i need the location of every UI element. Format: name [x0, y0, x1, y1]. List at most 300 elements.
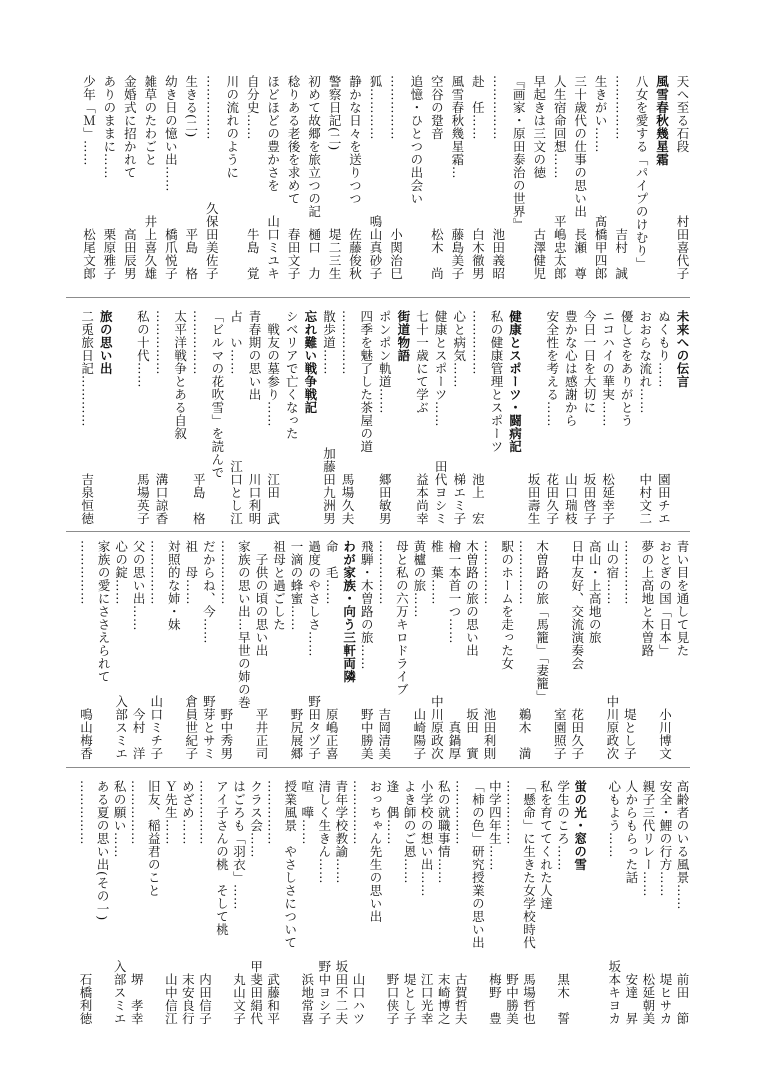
toc-entry [119, 75, 139, 280]
entry-author: 久保田美佐子 [204, 202, 220, 280]
entry-author: 坂本キヨカ [606, 960, 622, 1025]
entry-author: 山口ミユキ [265, 215, 281, 280]
toc-entry [590, 75, 610, 280]
toc-entry [160, 75, 180, 280]
toc-entry [99, 75, 119, 280]
entry-author: 野中勝美 [359, 708, 375, 760]
entry-title: 青い目を通して見た [675, 540, 690, 657]
entry-title: 占 い…… [228, 310, 244, 375]
entry-title: 赴 任…… [470, 75, 486, 140]
entry-author: 平嶋忠太郎 [552, 215, 568, 280]
toc-entry [433, 780, 453, 1025]
toc-entry [251, 540, 271, 760]
entry-title: 日中友好、交流演奏会 [569, 540, 585, 670]
entry-author: 中村文二 [637, 473, 653, 525]
entry-title: 命 毛…… [324, 540, 340, 605]
toc-entry [532, 540, 552, 760]
entry-author: 村田喜代子 [675, 215, 690, 280]
entry-author: 山口瑞枝 [563, 473, 579, 525]
entry-author: 山口ハツ [350, 973, 366, 1025]
entry-title: 祖 母…… [183, 540, 199, 605]
toc-entry [286, 540, 306, 760]
entry-title: 家族の愛にささえられて [96, 540, 112, 683]
entry-author: 山崎陽子 [411, 708, 427, 760]
entry-author: 鵜木 満 [517, 708, 533, 760]
entry-title: 散歩道…… [321, 310, 337, 375]
toc-entry [467, 780, 487, 1025]
toc-entry [519, 780, 539, 1025]
toc-entry [447, 75, 467, 280]
entry-title: 対照的な姉・妹 [166, 540, 182, 631]
entry-title: 安全・鯉の行方…… [657, 780, 673, 897]
entry-title: 祖母と過ごした [271, 540, 287, 631]
entry-author: 馬場英子 [135, 473, 151, 525]
section-heading [393, 310, 413, 525]
toc-entry [567, 540, 587, 760]
entry-author: 佐藤俊秋 [347, 228, 363, 280]
toc-entry [391, 540, 411, 760]
entry-title: 風雪春秋幾星霜… [449, 75, 465, 179]
toc-entry [655, 780, 675, 1025]
entry-title: 太平洋戦争とある自叙 [172, 310, 188, 440]
entry-author: 野芽とサミ [201, 695, 217, 760]
toc-entry [542, 310, 562, 525]
entry-author: 松木 尚 [429, 228, 445, 280]
toc-entry [553, 780, 573, 1025]
toc-entry [365, 780, 385, 1025]
toc-entry [109, 780, 129, 1025]
toc-entry [488, 75, 508, 280]
entry-title: 雑草のたわごと [142, 75, 158, 166]
entry-title: ほどほどの豊かさを [265, 75, 281, 192]
entry-title: 「懸命」に生きた女学校時代 [521, 780, 537, 949]
toc-entry [216, 540, 236, 760]
toc-entry [430, 310, 450, 525]
entry-author: 鳴山真砂子 [368, 215, 383, 280]
entry-author: 吉泉恒徳 [79, 473, 95, 525]
entry-author: 吉村 誠 [613, 228, 629, 280]
entry-title: 今日一日を大切に [581, 310, 597, 414]
entry-author: 松延幸子 [600, 473, 616, 525]
entry-author: 山口ミチ子 [148, 695, 164, 760]
entry-author: 白木徹男 [470, 228, 486, 280]
toc-section [66, 780, 690, 1025]
entry-title: 私の願い…… [112, 780, 128, 858]
section-heading [652, 75, 672, 280]
entry-author: 入部スミエ [112, 960, 128, 1025]
entry-author: 吉岡清美 [376, 708, 392, 760]
entry-title: 父の思い出…… [131, 540, 147, 631]
entry-title: …………… [388, 75, 404, 140]
entry-title: …………… [517, 540, 533, 605]
toc-entry [244, 310, 264, 525]
entry-title: 川の流れのように [224, 75, 240, 179]
entry-author: 江口光幸 [419, 973, 435, 1025]
toc-entry [374, 540, 394, 760]
toc-entry [514, 540, 534, 760]
entry-author: 中川原政次 [604, 695, 620, 760]
toc-entry [163, 540, 183, 760]
entry-author: 川口利明 [247, 473, 263, 525]
entry-title: 私の健康管理とスポーツ [488, 310, 504, 453]
entry-title: …………… [340, 310, 356, 375]
entry-title: 檜一本首一つ…… [446, 540, 462, 644]
entry-title: 早起きは三文の徳 [531, 75, 547, 179]
entry-title: 「ビルマの花吹雪」を読んで [209, 310, 225, 479]
entry-title: …………… [204, 75, 220, 140]
toc-entry [409, 540, 429, 760]
section-heading [570, 780, 590, 1025]
entry-author: 坂田壽生 [526, 473, 542, 525]
entry-title: …………… [453, 780, 469, 845]
entry-author: 石橋利徳 [78, 973, 94, 1025]
heading-text: 健康とスポーツ・闘病記 [507, 310, 523, 453]
entry-author: 入部スミエ [113, 695, 129, 760]
entry-title: 優しさをありがとう [619, 310, 635, 427]
toc-entry [672, 75, 692, 280]
entry-author: 加藤田九洲男 [321, 447, 337, 525]
toc-entry [188, 310, 208, 525]
heading-text: 忘れ難い戦争戦記 [302, 310, 318, 414]
toc-entry [77, 310, 97, 525]
entry-title: 稔りある老後を求めて [286, 75, 302, 205]
entry-author: 浜地常喜 [299, 973, 315, 1025]
toc-entry [356, 310, 376, 525]
entry-title: …………… [613, 75, 629, 140]
entry-title: 四季を魅了した茶屋の道 [358, 310, 374, 453]
toc-entry [426, 540, 446, 760]
entry-author: 野中ヨシ子 [316, 960, 332, 1025]
toc-entry [170, 310, 190, 525]
toc-entry [140, 75, 160, 280]
entry-author: 栗原雅子 [101, 228, 117, 280]
toc-entry [76, 540, 96, 760]
toc-entry [560, 310, 580, 525]
toc-entry [207, 310, 227, 525]
toc-entry [598, 310, 618, 525]
toc-entry [501, 780, 521, 1025]
entry-title: 静かな日々を送りつつ [347, 75, 363, 205]
toc-entry [637, 540, 657, 760]
entry-title: 金婚式に招かれて [122, 75, 138, 179]
entry-author: 倉員世紀子 [183, 695, 199, 760]
entry-title: 心と病気…… [451, 310, 467, 388]
toc-entry [181, 540, 201, 760]
toc-entry [484, 780, 504, 1025]
entry-author: 野中勝美 [504, 973, 520, 1025]
toc-entry [201, 75, 221, 280]
entry-author: 馬場久夫 [340, 473, 356, 525]
entry-author: 牛島 覚 [245, 228, 261, 280]
entry-author: 甲斐田絹代 [248, 960, 264, 1025]
toc-entry [579, 310, 599, 525]
toc-entry [314, 780, 334, 1025]
entry-author: 田代ヨシミ [433, 460, 449, 525]
entry-title: 清しく生きん…… [316, 780, 332, 884]
toc-entry [616, 310, 636, 525]
entry-author: 橋爪悦子 [163, 228, 179, 280]
toc-entry [638, 780, 658, 1025]
heading-text: 風雪春秋幾星霜 [654, 75, 670, 166]
entry-title: めざめ…… [180, 780, 196, 845]
entry-title: 狐………… [368, 75, 383, 140]
entry-title: はごろも「羽衣」…… [231, 780, 247, 910]
toc-entry [177, 780, 197, 1025]
entry-title: 一滴の蜂蜜…… [289, 540, 305, 631]
entry-author: 平島 格 [191, 473, 207, 525]
toc-entry [318, 310, 338, 525]
section-divider [66, 297, 690, 298]
entry-title: …………… [129, 780, 145, 845]
entry-title: …………… [191, 310, 207, 375]
entry-title: 子供の頃の思い出 [253, 540, 269, 657]
entry-author: 髙橋甲四郎 [593, 215, 609, 280]
entry-author: 郷田敏男 [377, 473, 393, 525]
entry-title: 天へ至る石段 [675, 75, 690, 153]
entry-title: 人生宿命回想…… [552, 75, 568, 179]
entry-title: …………… [197, 780, 213, 845]
entry-title: シベリアで亡くなった [284, 310, 300, 440]
entry-title: 親子三代リレー…… [640, 780, 656, 897]
toc-entry [653, 310, 673, 525]
entry-title: ぬくもり…… [656, 310, 672, 388]
entry-author: 黒木 誓 [555, 973, 571, 1025]
entry-title: 椎 葉…… [429, 540, 445, 605]
entry-author: 安達 昇 [623, 973, 639, 1025]
toc-entry [146, 540, 166, 760]
entry-title: よき師のご恩…… [402, 780, 418, 884]
toc-entry [297, 780, 317, 1025]
entry-title: 学生のころ…… [555, 780, 571, 871]
entry-title: …………… [490, 75, 506, 140]
entry-author: 井上喜久雄 [142, 215, 158, 280]
toc-entry [263, 780, 283, 1025]
entry-author: 野口侠子 [385, 973, 401, 1025]
toc-entry [374, 310, 394, 525]
entry-author: 溝口諒香 [154, 473, 170, 525]
toc-entry [233, 540, 253, 760]
toc-entry [212, 780, 232, 1025]
entry-title: …………… [265, 780, 281, 845]
entry-author: 小関治巳 [388, 228, 404, 280]
toc-entry [331, 780, 351, 1025]
toc-entry [426, 75, 446, 280]
toc-entry [337, 310, 357, 525]
entry-title: おっちゃん先生の思い出 [368, 780, 383, 923]
toc-entry [246, 780, 266, 1025]
entry-author: 藤島美子 [449, 228, 465, 280]
entry-title: ニコハイの華実…… [600, 310, 616, 427]
entry-title: 人からもらった話 [623, 780, 639, 884]
toc-entry [619, 540, 639, 760]
heading-text: 街道物語 [395, 310, 411, 362]
toc-entry [549, 75, 569, 280]
toc-entry [382, 780, 402, 1025]
entry-title: 生きる(二) [183, 75, 199, 138]
toc-entry [508, 75, 528, 280]
entry-title: クラス会…… [248, 780, 264, 858]
entry-title: ポンポン軌道…… [377, 310, 393, 414]
toc-section [66, 310, 690, 525]
toc-entry [621, 780, 641, 1025]
toc-entry [602, 540, 622, 760]
toc-entry [132, 310, 152, 525]
toc-entry [479, 540, 499, 760]
toc-entry [467, 75, 487, 280]
entry-title: 心の錠…… [113, 540, 129, 605]
entry-author: 丸山文子 [231, 973, 247, 1025]
toc-entry [450, 780, 470, 1025]
entry-author: 池上 宏 [470, 473, 486, 525]
toc-entry [523, 310, 543, 525]
entry-title: 夢の上高地と木曽路 [639, 540, 655, 657]
entry-author: 長瀬 尊 [572, 228, 588, 280]
entry-title: …………… [376, 540, 392, 605]
toc-entry [324, 75, 344, 280]
entry-author: 武藤和平 [265, 973, 281, 1025]
entry-title: 木曽路の旅「馬籠」「妻籠」 [534, 540, 550, 703]
entry-title: 空谷の跫音 [429, 75, 445, 140]
toc-entry [345, 75, 365, 280]
entry-title: …………… [218, 540, 234, 605]
entry-author: 園田チエ [656, 473, 672, 525]
toc-section [66, 540, 690, 760]
entry-title: 過度のやさしさ…… [306, 540, 322, 657]
toc-entry [263, 75, 283, 280]
entry-author: 真鍋厚 [446, 721, 462, 760]
entry-author: 堺 孝幸 [129, 973, 145, 1025]
entry-title: 高山・上高地の旅 [587, 540, 603, 644]
entry-title: 安全性を考える…… [544, 310, 560, 427]
toc-entry [242, 75, 262, 280]
entry-author: 花田久子 [544, 473, 560, 525]
toc-entry [467, 310, 487, 525]
toc-entry [654, 540, 674, 760]
entry-author: 松尾文郎 [81, 228, 97, 280]
toc-entry [321, 540, 341, 760]
entry-title: 小学校の想い出…… [419, 780, 435, 897]
entry-author: 坂田啓子 [581, 473, 597, 525]
toc-entry [356, 540, 376, 760]
entry-author: 末安良行 [180, 973, 196, 1025]
toc-entry [75, 780, 95, 1025]
entry-author: 江口とし江 [228, 460, 244, 525]
entry-title: …………… [622, 540, 638, 605]
entry-title: 飛騨・木曽路の旅…… [359, 540, 375, 670]
heading-text: 蛍の光・窓の雪 [572, 780, 588, 871]
toc-entry [304, 75, 324, 280]
toc-entry [114, 310, 134, 525]
toc-entry [449, 310, 469, 525]
heading-text: 旅の思い出 [98, 310, 114, 375]
toc-entry [536, 780, 556, 1025]
entry-title: 警察日記(二) [327, 75, 343, 151]
toc-entry [461, 540, 481, 760]
toc-entry [570, 75, 590, 280]
entry-title: …………… [154, 310, 170, 375]
entry-author: 益本尚幸 [414, 473, 430, 525]
entry-title: 高齢者のいる風景…… [675, 780, 690, 910]
entry-author: 前田 節 [675, 973, 690, 1025]
toc-entry [160, 780, 180, 1025]
toc-entry [549, 540, 569, 760]
toc-entry [631, 75, 651, 280]
entry-author: 梅野 豊 [487, 973, 503, 1025]
heading-text: 未来への伝言 [675, 310, 690, 388]
entry-title: 健康とスポーツ…… [433, 310, 449, 427]
entry-title: 少年「Ｍ」…… [81, 75, 97, 166]
entry-title: おおらな流れ…… [637, 310, 653, 414]
entry-title: …………… [482, 540, 498, 605]
entry-title: 木曽路の旅の思い出 [464, 540, 480, 657]
entry-title: …………… [78, 780, 94, 845]
toc-entry [304, 540, 324, 760]
entry-author: 春田文子 [286, 228, 302, 280]
entry-author: 内田信子 [197, 973, 213, 1025]
entry-title: ありのままに…… [101, 75, 117, 179]
entry-title: 七十一歳にて学ぶ [414, 310, 430, 414]
entry-title: 『画家・原田泰治の世界』 [511, 75, 527, 231]
entry-title: 逢 偶…… [385, 780, 401, 845]
entry-title: 私の十代…… [135, 310, 151, 388]
entry-title: 家族の思い出…早世の姉の巻 [236, 540, 252, 709]
entry-author: 堤とし子 [622, 708, 638, 760]
toc-entry [497, 540, 517, 760]
toc-entry [143, 780, 163, 1025]
toc-entry [92, 780, 112, 1025]
toc-entry [269, 540, 289, 760]
toc-entry [365, 75, 385, 280]
entry-title: 幼き日の憶い出…… [163, 75, 179, 192]
entry-author: 小川博文 [657, 708, 673, 760]
toc-entry [486, 310, 506, 525]
toc-entry [151, 310, 171, 525]
toc-entry [399, 780, 419, 1025]
toc-entry [584, 540, 604, 760]
entry-title: 三十歳代の仕事の思い出 [572, 75, 588, 218]
toc-entry [93, 540, 113, 760]
entry-author: 野中秀男 [218, 708, 234, 760]
toc-entry [181, 75, 201, 280]
toc-entry [672, 540, 692, 760]
entry-title: 山の宿…… [604, 540, 620, 605]
entry-title: 旧友、稲益君のこと [146, 780, 162, 897]
entry-author: 室園照子 [552, 708, 568, 760]
entry-author: 鳴山梅香 [78, 708, 94, 760]
entry-author: 野尻展郷 [289, 708, 305, 760]
toc-entry [416, 780, 436, 1025]
section-divider [66, 767, 690, 768]
entry-author: 平井正司 [253, 708, 269, 760]
entry-author: 堤二三生 [327, 228, 343, 280]
entry-title: 黄櫨の旅…… [411, 540, 427, 618]
entry-title: 「柿の色」研究授業の思い出 [470, 780, 486, 949]
entry-title: Ｙ先生…… [163, 780, 179, 845]
toc-entry [385, 75, 405, 280]
entry-author: 堤とし子 [402, 973, 418, 1025]
entry-title: 私の就職事情…… [436, 780, 452, 884]
toc-entry [672, 780, 692, 1025]
entry-title: 中学四年生…… [487, 780, 503, 871]
toc-entry [111, 540, 131, 760]
entry-title: 八女を愛する「パイプのけむり」 [634, 75, 650, 270]
section-divider [66, 531, 690, 532]
entry-title: 喧 嘩…… [299, 780, 315, 845]
entry-title: 授業風景 やさしさについて [282, 780, 298, 949]
toc-entry [529, 75, 549, 280]
entry-author: 古賀哲夫 [453, 973, 469, 1025]
entry-author: 堤ヒサカ [657, 973, 673, 1025]
